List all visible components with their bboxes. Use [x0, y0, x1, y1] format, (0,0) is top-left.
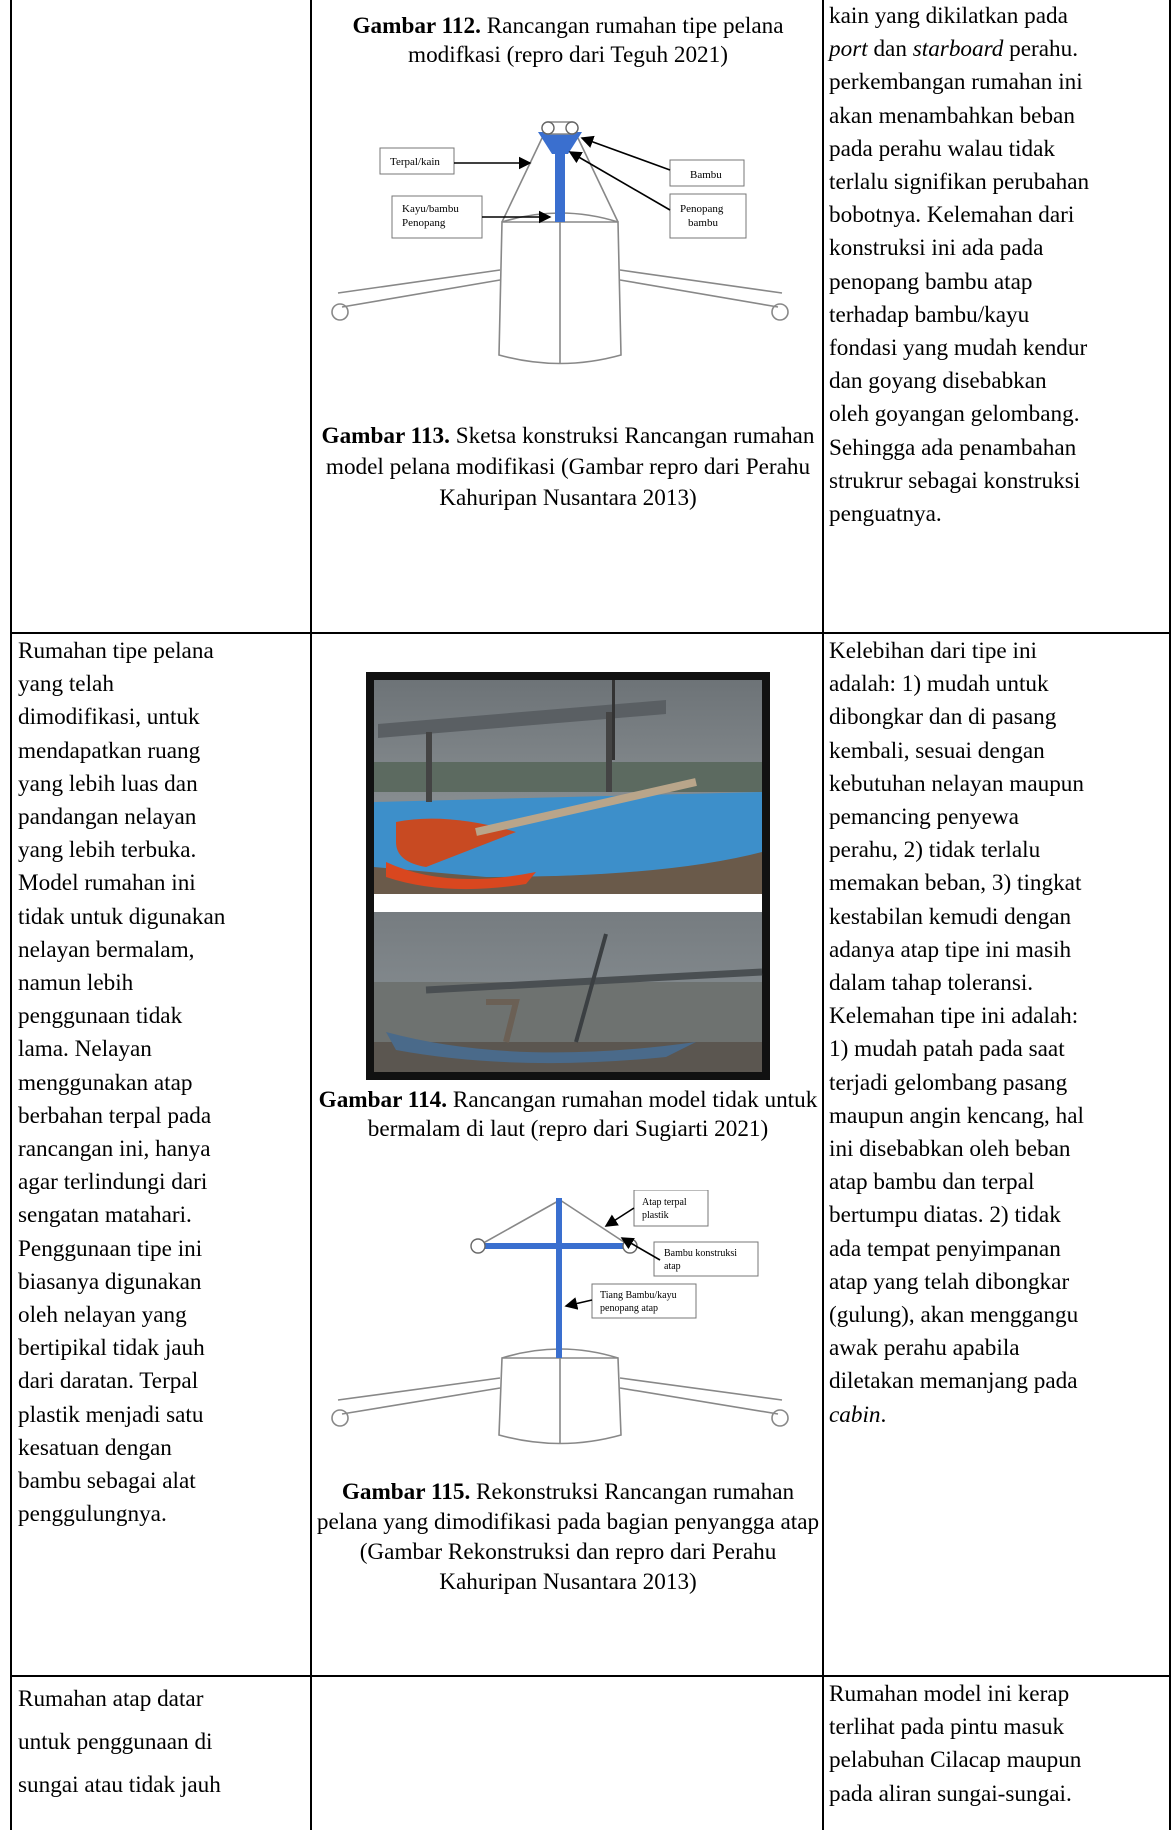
text-line: pada aliran sungai-sungai. — [829, 1780, 1072, 1807]
text-line — [829, 967, 1171, 1000]
column-divider-1 — [310, 0, 312, 1830]
text-run: adanya atap tipe ini masih — [829, 936, 1072, 963]
row3-description — [829, 1678, 1171, 1811]
text-line: yang lebih terbuka. — [18, 837, 197, 864]
label-penopang-atap: penopang atap — [600, 1303, 659, 1314]
text-run: kebutuhan nelayan maupun — [829, 770, 1084, 797]
text-line — [829, 66, 1171, 99]
text-line — [829, 867, 1171, 900]
label-penopang: Penopang — [402, 217, 446, 229]
italic-term: cabin — [829, 1401, 881, 1428]
text-line — [829, 701, 1171, 734]
text-run: . — [880, 1401, 887, 1428]
text-line — [829, 1332, 1171, 1365]
table-left-border — [10, 0, 12, 1830]
text-line: bertipikal tidak jauh — [18, 1335, 205, 1362]
text-line — [829, 834, 1171, 867]
text-run: 1) mudah patah pada saat — [829, 1036, 1065, 1063]
text-line — [829, 498, 1171, 531]
text-line: Penggunaan tipe ini — [18, 1235, 203, 1262]
text-line — [829, 299, 1171, 332]
text-line: mendapatkan ruang — [18, 737, 201, 764]
text-run: ini disebabkan oleh beban — [829, 1136, 1071, 1163]
text-line — [829, 1365, 1171, 1398]
text-run: fondasi yang mudah kendur — [829, 335, 1088, 362]
text-line: biasanya digunakan — [18, 1268, 202, 1295]
text-run: oleh goyangan gelombang. — [829, 401, 1080, 428]
figure-115-sketch — [330, 1190, 800, 1450]
text-run: bertumpu diatas. 2) tidak — [829, 1202, 1061, 1229]
text-run: terhadap bambu/kayu — [829, 301, 1030, 328]
text-line — [829, 199, 1171, 232]
label-atap-terpal: Atap terpal — [642, 1197, 687, 1208]
text-line: berbahan terpal pada — [18, 1102, 212, 1129]
text-line — [829, 365, 1171, 398]
text-run: kembali, sesuai dengan — [829, 737, 1045, 764]
text-run: strukrur sebagai konstruksi — [829, 467, 1081, 494]
text-line — [829, 332, 1171, 365]
text-run: bobotnya. Kelemahan dari — [829, 202, 1075, 229]
caption-gambar-115: Gambar 115. Rekonstruksi Rancangan rumahan pelana yang dimodifikasi pada bagian penyangga atap (Gambar Rekonstruksi dan repro dari Perahu Kahuripan Nusantara 2013) — [316, 1479, 820, 1595]
text-line — [829, 1199, 1171, 1232]
row1-description — [829, 0, 1171, 531]
label-plastik: plastik — [642, 1210, 669, 1221]
row-divider-1 — [10, 632, 1171, 634]
text-run: dan goyang disebabkan — [829, 368, 1047, 395]
svg-text:Kayu/bambu — [402, 203, 459, 215]
text-line — [829, 1133, 1171, 1166]
text-line: Rumahan atap datar — [18, 1686, 204, 1712]
text-line: yang lebih luas dan — [18, 770, 198, 797]
text-line — [829, 635, 1171, 668]
label-bambu: Bambu — [690, 169, 722, 181]
label-penopang-top: Penopang — [680, 203, 724, 215]
text-line: penggulungnya. — [18, 1501, 167, 1528]
label-bambu-bottom: bambu — [688, 217, 718, 229]
text-line — [829, 0, 1171, 33]
svg-text:plastik — [642, 1210, 669, 1221]
text-line: Rumahan tipe pelana — [18, 638, 214, 664]
text-line: dimodifikasi, untuk — [18, 704, 200, 731]
text-line: pandangan nelayan — [18, 804, 197, 831]
svg-text:atap — [664, 1261, 681, 1272]
text-run: terjadi gelombang pasang — [829, 1069, 1068, 1096]
svg-text:Penopang — [402, 217, 446, 229]
row2-advantages-weaknesses — [829, 635, 1171, 1432]
text-run: Kelemahan tipe ini adalah: — [829, 1003, 1079, 1030]
text-line — [829, 33, 1171, 66]
text-line — [829, 1266, 1171, 1299]
svg-text:Bambu konstruksi — [664, 1248, 737, 1259]
text-run: akan menambahkan beban — [829, 102, 1075, 129]
text-run: pada perahu walau tidak — [829, 135, 1055, 162]
label-terpal-kain: Terpal/kain — [390, 156, 440, 168]
text-run: terlalu signifikan perubahan — [829, 169, 1090, 196]
text-run: memakan beban, 3) tingkat — [829, 870, 1082, 897]
caption-gambar-114: Gambar 114. Rancangan rumahan model tidak untuk bermalam di laut (repro dari Sugiarti 2021) — [318, 1087, 818, 1142]
svg-text:bambu — [688, 217, 718, 229]
text-line: yang telah — [18, 671, 114, 698]
text-run: awak perahu apabila — [829, 1335, 1020, 1362]
text-line: untuk penggunaan di — [18, 1729, 213, 1755]
text-line — [829, 266, 1171, 299]
svg-text:penopang atap — [600, 1303, 658, 1314]
text-run: dalam tahap toleransi. — [829, 970, 1034, 997]
label-atap: atap — [664, 1261, 681, 1272]
text-line: bambu sebagai alat — [18, 1468, 196, 1495]
text-line: Model rumahan ini — [18, 870, 196, 897]
text-line — [829, 1067, 1171, 1100]
text-line — [829, 901, 1171, 934]
text-line — [829, 1100, 1171, 1133]
text-line — [829, 1233, 1171, 1266]
text-line — [829, 735, 1171, 768]
label-kayu-bambu: Kayu/bambu — [402, 203, 459, 215]
text-run: Kelebihan dari tipe ini — [829, 638, 1037, 664]
text-run: perkembangan rumahan ini — [829, 69, 1083, 96]
text-line — [829, 934, 1171, 967]
text-run: ada tempat penyimpanan — [829, 1235, 1061, 1262]
label-tiang-bambu: Tiang Bambu/kayu — [600, 1290, 677, 1301]
text-line — [829, 1166, 1171, 1199]
svg-text:Bambu — [690, 169, 722, 181]
text-line: agar terlindungi dari — [18, 1169, 208, 1196]
text-line: lama. Nelayan — [18, 1036, 152, 1063]
text-line — [829, 768, 1171, 801]
text-run: perahu. — [1003, 36, 1079, 63]
text-line: sungai atau tidak jauh — [18, 1772, 221, 1798]
text-line — [829, 465, 1171, 498]
text-line: menggunakan atap — [18, 1069, 193, 1096]
text-line — [829, 232, 1171, 265]
text-run: kain yang dikilatkan pada — [829, 3, 1068, 29]
text-line: oleh nelayan yang — [18, 1302, 187, 1329]
text-line: tidak untuk digunakan — [18, 903, 226, 930]
row2-type-description — [18, 635, 286, 1531]
svg-text:Atap terpal — [642, 1197, 687, 1208]
text-run: diletakan memanjang pada — [829, 1368, 1078, 1395]
text-line — [829, 166, 1171, 199]
text-run: kestabilan kemudi dengan — [829, 903, 1072, 930]
text-line — [829, 1299, 1171, 1332]
text-line: namun lebih — [18, 970, 134, 997]
text-run: adalah: 1) mudah untuk — [829, 671, 1049, 698]
text-line — [829, 432, 1171, 465]
figure-113-sketch — [330, 120, 800, 380]
label-bambu-konstruksi: Bambu konstruksi — [664, 1248, 738, 1259]
italic-term: starboard — [912, 36, 1004, 63]
row3-type-description — [18, 1678, 286, 1807]
caption-gambar-113: Gambar 113. Sketsa konstruksi Rancangan rumahan model pelana modifikasi (Gambar repro dari Perahu Kahuripan Nusantara 2013) — [321, 423, 815, 511]
text-line — [829, 133, 1171, 166]
text-run: konstruksi ini ada pada — [829, 235, 1044, 262]
text-run: atap yang telah dibongkar — [829, 1268, 1070, 1295]
text-line — [829, 668, 1171, 701]
text-line: dari daratan. Terpal — [18, 1368, 199, 1395]
photo-gambar-114 — [366, 672, 770, 1080]
text-line — [829, 1000, 1171, 1033]
text-line — [829, 801, 1171, 834]
text-line — [829, 1399, 1171, 1432]
text-run: perahu, 2) tidak terlalu — [829, 837, 1041, 864]
svg-text:Tiang Bambu/kayu — [600, 1290, 677, 1301]
text-run: (gulung), akan menggangu — [829, 1302, 1079, 1329]
text-line: rancangan ini, hanya — [18, 1136, 211, 1163]
text-run: dibongkar dan di pasang — [829, 704, 1057, 731]
text-line: sengatan matahari. — [18, 1202, 192, 1229]
text-line — [829, 1033, 1171, 1066]
text-run: Sehingga ada penambahan — [829, 434, 1077, 461]
text-run: penopang bambu atap — [829, 268, 1033, 295]
text-run: penguatnya. — [829, 501, 942, 528]
column-divider-2 — [822, 0, 824, 1830]
text-line: Rumahan model ini kerap — [829, 1681, 1070, 1707]
text-line: terlihat pada pintu masuk — [829, 1714, 1065, 1741]
text-line — [829, 398, 1171, 431]
svg-text:Penopang — [680, 203, 724, 215]
svg-text:Terpal/kain — [390, 156, 440, 168]
text-line: kesatuan dengan — [18, 1434, 172, 1461]
text-line: nelayan bermalam, — [18, 936, 195, 963]
caption-gambar-112: Gambar 112. Rancangan rumahan tipe pelana modifkasi (repro dari Teguh 2021) — [352, 13, 784, 68]
text-run: dan — [867, 36, 913, 63]
text-run: pemancing penyewa — [829, 804, 1019, 831]
row-divider-2 — [10, 1675, 1171, 1677]
text-line: plastik menjadi satu — [18, 1401, 204, 1428]
text-line — [829, 100, 1171, 133]
text-line: pelabuhan Cilacap maupun — [829, 1747, 1082, 1774]
text-run: atap bambu dan terpal — [829, 1169, 1035, 1196]
text-line: penggunaan tidak — [18, 1003, 183, 1030]
text-run: maupun angin kencang, hal — [829, 1102, 1084, 1129]
italic-term: port — [829, 36, 868, 63]
